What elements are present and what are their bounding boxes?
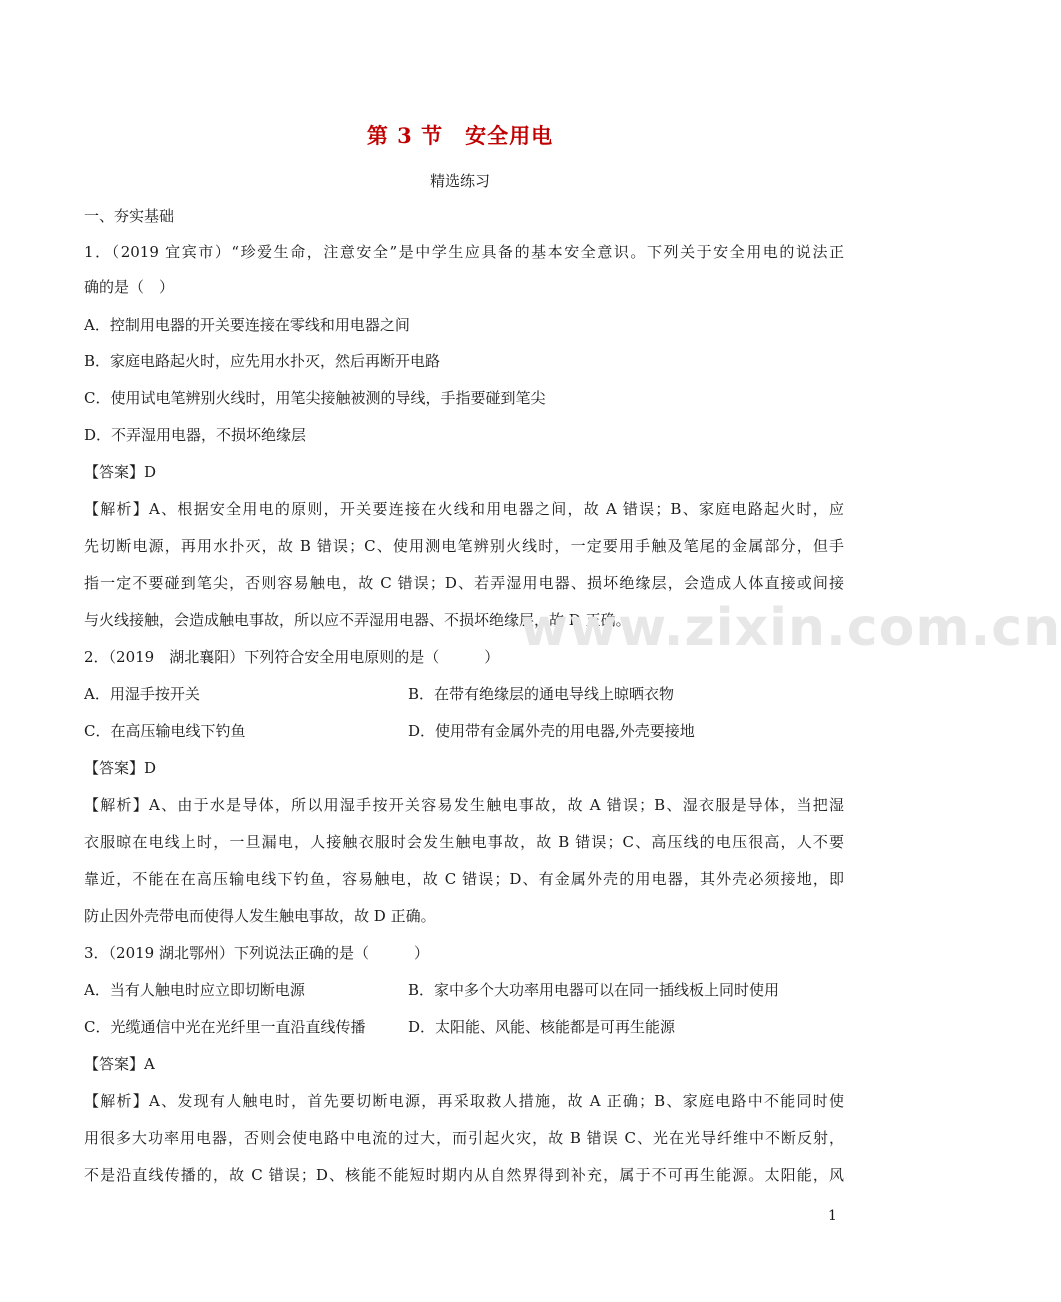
q3-analysis-line-2: 用很多大功率用电器，否则会使电路中电流的过大，而引起火灾，故 B 错误 C、光在光导纤维中不断反射， xyxy=(84,1129,844,1147)
q3-stem: 3．（2019 湖北鄂州）下列说法正确的是（ ） xyxy=(84,944,429,962)
page-number: 1 xyxy=(828,1208,837,1224)
q1-option-b: B．家庭电路起火时，应先用水扑灭，然后再断开电路 xyxy=(84,352,441,370)
q2-answer: 【答案】D xyxy=(84,759,157,777)
q3-analysis-line-3: 不是沿直线传播的，故 C 错误；D、核能不能短时期内从自然界得到补充，属于不可再生能源。太阳能，风 xyxy=(84,1166,844,1184)
page-subtitle: 精选练习 xyxy=(429,172,490,190)
watermark: www.zixin.com.cn xyxy=(520,598,1061,658)
q1-option-a: A．控制用电器的开关要连接在零线和用电器之间 xyxy=(84,316,410,334)
q1-analysis-line-4: 与火线接触，会造成触电事故，所以应不弄湿用电器、不损坏绝缘层，故 D 正确。 xyxy=(84,611,631,629)
q3-option-a: A．当有人触电时应立即切断电源 xyxy=(84,981,305,999)
section-heading: 一、夯实基础 xyxy=(84,207,175,225)
q2-option-d: D．使用带有金属外壳的用电器,外壳要接地 xyxy=(408,722,695,740)
q3-option-b: B．家中多个大功率用电器可以在同一插线板上同时使用 xyxy=(408,981,780,999)
q1-analysis-line-2: 先切断电源，再用水扑灭，故 B 错误；C、使用测电笔辨别火线时，一定要用手触及笔尾的金属部分，但手 xyxy=(84,537,844,555)
q3-option-c: C．光缆通信中光在光纤里一直沿直线传播 xyxy=(84,1018,366,1036)
q2-option-c: C．在高压输电线下钓鱼 xyxy=(84,722,246,740)
q2-option-a: A．用湿手按开关 xyxy=(84,685,200,703)
q3-analysis-line-1: 【解析】A、发现有人触电时，首先要切断电源，再采取救人措施，故 A 正确；B、家庭电路中不能同时使 xyxy=(84,1092,844,1110)
q2-stem: 2．（2019 湖北襄阳）下列符合安全用电原则的是（ ） xyxy=(84,648,500,666)
q2-option-b: B．在带有绝缘层的通电导线上晾晒衣物 xyxy=(408,685,675,703)
q2-analysis-line-4: 防止因外壳带电而使得人发生触电事故，故 D 正确。 xyxy=(84,907,436,925)
q1-stem-line-1: 1．（2019 宜宾市）“珍爱生命，注意安全”是中学生应具备的基本安全意识。下列关于安全用电的说法正 xyxy=(84,243,844,261)
q1-answer: 【答案】D xyxy=(84,463,157,481)
q1-option-d: D．不弄湿用电器，不损坏绝缘层 xyxy=(84,426,307,444)
q1-analysis-line-1: 【解析】A、根据安全用电的原则，开关要连接在火线和用电器之间，故 A 错误；B、家庭电路起火时，应 xyxy=(84,500,844,518)
q1-stem-line-2: 确的是（ ） xyxy=(84,278,175,296)
q3-answer: 【答案】A xyxy=(84,1055,155,1073)
q2-analysis-line-1: 【解析】A、由于水是导体，所以用湿手按开关容易发生触电事故，故 A 错误；B、湿衣服是导体，当把湿 xyxy=(84,796,844,814)
page-title: 第 3 节 安全用电 xyxy=(366,123,554,148)
q3-option-d: D．太阳能、风能、核能都是可再生能源 xyxy=(408,1018,676,1036)
q1-analysis-line-3: 指一定不要碰到笔尖，否则容易触电，故 C 错误；D、若弄湿用电器、损坏绝缘层，会造成人体直接或间接 xyxy=(84,574,844,592)
q2-analysis-line-2: 衣服晾在电线上时，一旦漏电，人接触衣服时会发生触电事故，故 B 错误；C、高压线的电压很高，人不要 xyxy=(84,833,844,851)
q1-option-c: C．使用试电笔辨别火线时，用笔尖接触被测的导线，手指要碰到笔尖 xyxy=(84,389,546,407)
q2-analysis-line-3: 靠近，不能在在高压输电线下钓鱼，容易触电，故 C 错误；D、有金属外壳的用电器，其外壳必须接地，即 xyxy=(84,870,844,888)
